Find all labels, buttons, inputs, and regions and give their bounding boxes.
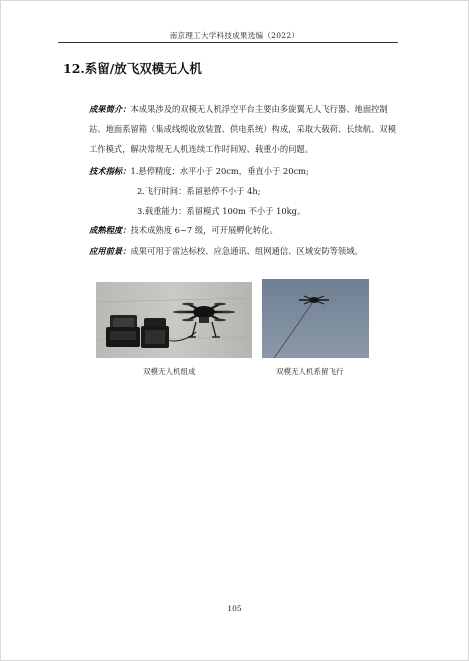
tethered-flight-photo <box>262 279 369 358</box>
summary-label: 成果简介： <box>89 104 131 114</box>
spec-item-1: 1.悬停精度：水平小于 20cm，垂直小于 20cm; <box>130 166 309 176</box>
drone-system-photo <box>96 282 252 358</box>
application-text: 成果可用于雷达标校、应急通讯、组网通信、区域安防等领域。 <box>130 246 363 256</box>
header-rule <box>58 42 398 43</box>
maturity-label: 成熟程度： <box>89 225 131 235</box>
specs-label: 技术指标： <box>89 166 131 176</box>
section-title: 12.系留/放飞双模无人机 <box>63 61 202 76</box>
summary-text: 本成果涉及的双模无人机浮空平台主要由多旋翼无人飞行器、地面控制站、地面系留箱（集成线缆收放装置、供电系统）构成，采取大载荷、长续航、双模工作模式，解决常规无人机连续工作时间短、载重小的问题。 <box>89 104 396 154</box>
application-row <box>89 245 363 257</box>
figure-caption-1: 双模无人机组成 <box>143 367 196 376</box>
figure-caption-2: 双模无人机系留飞行 <box>276 367 344 376</box>
maturity-row <box>89 224 278 236</box>
spec-item-2: 2.飞行时间：系留悬停不小于 4h; <box>137 186 261 196</box>
application-label: 应用前景： <box>89 246 131 256</box>
maturity-text: 技术成熟度 6~7 级，可开展孵化转化。 <box>130 225 278 235</box>
summary-paragraph <box>89 99 399 159</box>
drone-system-illustration <box>96 282 252 358</box>
spec-item-3: 3.载重能力：系留模式 100m 不小于 10kg。 <box>137 206 306 216</box>
tethered-flight-illustration <box>262 279 369 358</box>
page-number: 105 <box>227 604 242 613</box>
running-header: 南京理工大学科技成果选编（2022） <box>169 31 300 40</box>
specs-row-1 <box>89 165 309 177</box>
